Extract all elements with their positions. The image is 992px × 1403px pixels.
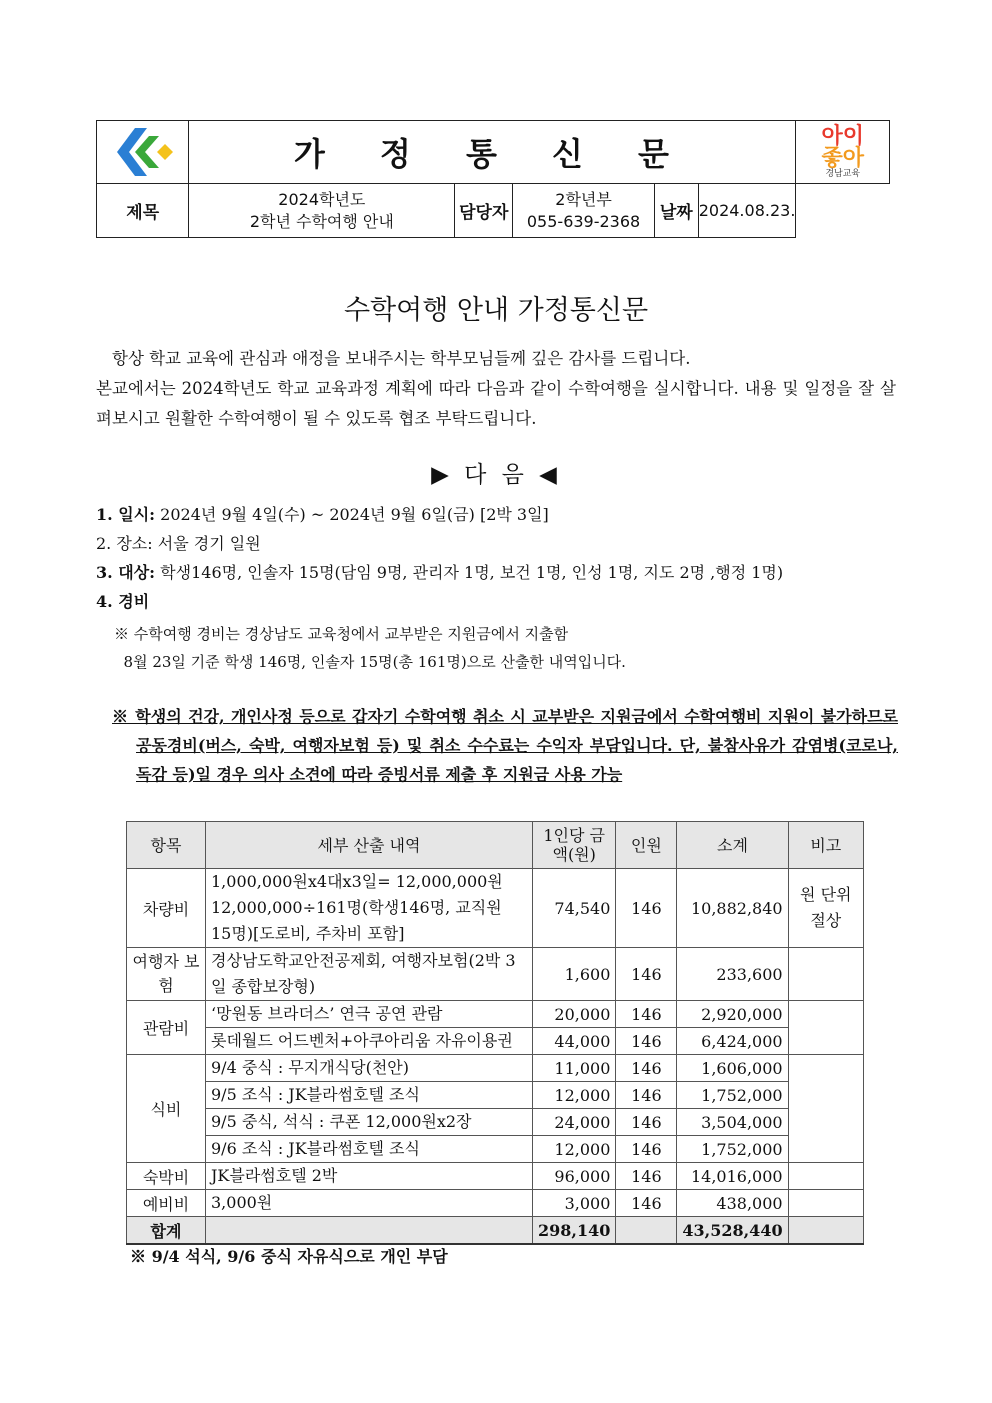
manager-label: 담당자 <box>455 184 513 238</box>
table-total-row: 합계 298,140 43,528,440 <box>127 1217 864 1245</box>
newsletter-title: 가 정 통 신 문 <box>189 121 796 184</box>
table-row: 롯데월드 어드벤처+아쿠아리움 자유이용권 44,000 146 6,424,000 <box>127 1028 864 1055</box>
table-row: 식비 9/4 중식 : 무지개식당(천안) 11,000 146 1,606,000 <box>127 1055 864 1082</box>
section-heading: ▶ 다 음 ◀ <box>431 462 561 488</box>
footer-note: ※ 9/4 석식, 9/6 중식 자유식으로 개인 부담 <box>130 1247 448 1266</box>
campaign-logo-cell <box>796 121 890 184</box>
intro-paragraph-2: 본교에서는 2024학년도 학교 교육과정 계획에 따라 다음과 같이 수학여행을 실시합니다. 내용 및 일정을 잘 살펴보시고 원활한 수학여행이 될 수 있도록 협조 부탁드립니다. <box>96 379 896 428</box>
table-row: 9/6 조식 : JK블라썸호텔 조식 12,000 146 1,752,000 <box>127 1136 864 1163</box>
table-row: 여행자 보험 경상남도학교안전공제회, 여행자보험(2박 3일 종합보장형) 1,600 146 233,600 <box>127 948 864 1001</box>
intro-text <box>96 344 896 434</box>
date-value: 2024.08.23. <box>698 184 796 238</box>
table-row: 9/5 조식 : JK블라썸호텔 조식 12,000 146 1,752,000 <box>127 1082 864 1109</box>
document-title: 수학여행 안내 가정통신문 <box>343 295 649 326</box>
cancellation-warning: ※ 학생의 건강, 개인사정 등으로 갑자기 수학여행 취소 시 교부받은 지원금에서 수학여행비 지원이 불가하므로 공동경비(버스, 숙박, 여행자보험 등) 및 취소 수수료는 수익자 부담입니다. 단, 불참사유가 감염병(코로나, 독감 등)일 경우 의사 소견에 따라 증빙서류 제출 후 지원금 사용 가능 <box>112 707 898 784</box>
school-logo-cell <box>97 121 189 184</box>
cost-table-header: 항목 세부 산출 내역 1인당 금액(원) 인원 소계 비고 <box>127 822 864 869</box>
item-cost: 4. 경비 <box>96 592 150 611</box>
manager-value: 2학년부 055-639-2368 <box>513 184 655 238</box>
education-logo-icon <box>113 124 173 180</box>
subject-label: 제목 <box>97 184 189 238</box>
item-target: 3. 대상: 학생146명, 인솔자 15명(담임 9명, 관리자 1명, 보건 1명, 인성 1명, 지도 2명 ,행정 1명) <box>96 563 784 582</box>
table-row: 9/5 중식, 석식 : 쿠폰 12,000원x2장 24,000 146 3,504,000 <box>127 1109 864 1136</box>
table-row: 예비비 3,000원 3,000 146 438,000 <box>127 1190 864 1217</box>
item-date: 1. 일시: 2024년 9월 4일(수) ~ 2024년 9월 6일(금) [2박 3일] <box>96 505 549 524</box>
table-row: 차량비 1,000,000원x4대x3일= 12,000,000원 12,000,000÷161명(학생146명, 교직원 15명)[도로비, 주차비 포함] 74,540 146 10,882,840 원 단위 절상 <box>127 869 864 948</box>
details-list <box>96 500 896 616</box>
date-label: 날짜 <box>654 184 698 238</box>
intro-paragraph-1: 항상 학교 교육에 관심과 애정을 보내주시는 학부모님들께 깊은 감사를 드립니다. <box>112 349 691 368</box>
cost-note: ※ 수학여행 경비는 경상남도 교육청에서 교부받은 지원금에서 지출함 8월 23일 기준 학생 146명, 인솔자 15명(총 161명)으로 산출한 내역입니다. <box>114 625 626 671</box>
header-table <box>96 120 890 238</box>
table-row: 관람비 ‘망원동 브라더스’ 연극 공연 관람 20,000 146 2,920,000 <box>127 1001 864 1028</box>
item-place: 2. 장소: 서울 경기 일원 <box>96 534 261 553</box>
campaign-logo-icon: 아이 좋아 경남교육 <box>821 123 864 179</box>
subject-value: 2024학년도 2학년 수학여행 안내 <box>189 184 455 238</box>
cost-table <box>126 821 864 1245</box>
table-row: 숙박비 JK블라썸호텔 2박 96,000 146 14,016,000 <box>127 1163 864 1190</box>
